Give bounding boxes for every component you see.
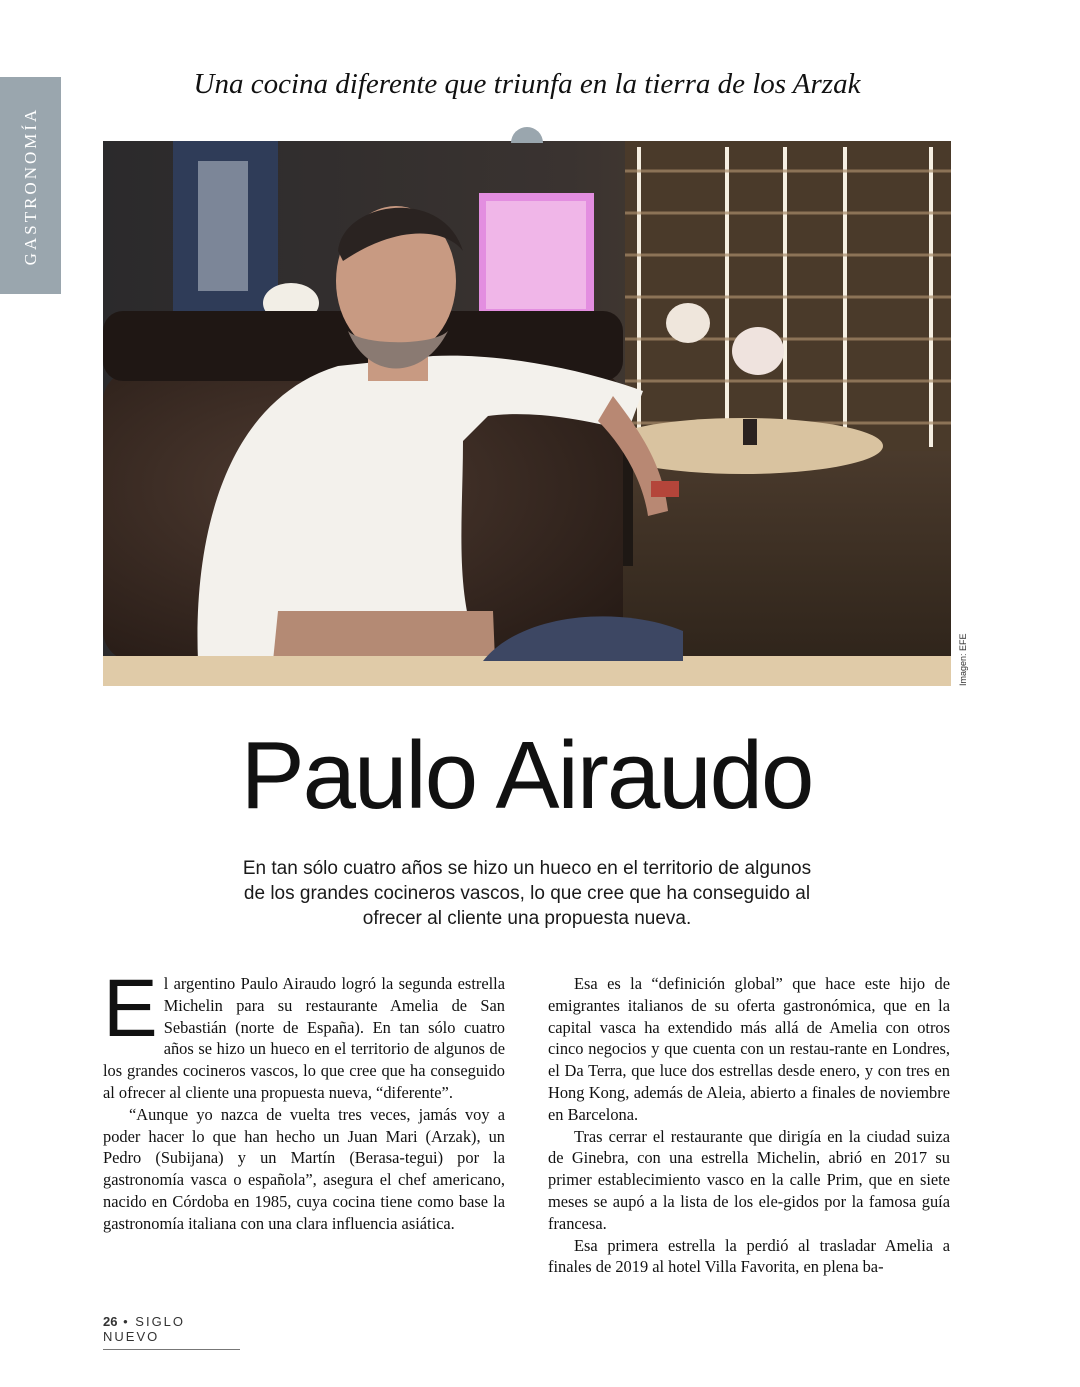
section-label: GASTRONOMÍA — [20, 106, 40, 265]
kicker: Una cocina diferente que triunfa en la tierra de los Arzak — [193, 68, 861, 100]
chef-photo — [103, 141, 951, 686]
standfirst: En tan sólo cuatro años se hizo un hueco en el territorio de algunos de los grandes cocineros vascos, lo que cree que ha conseguido al ofrecer al cliente una propuesta nueva. — [242, 858, 812, 929]
photo-credit: Imagen: EFE — [958, 633, 968, 686]
paragraph: Tras cerrar el restaurante que dirigía en la ciudad suiza de Ginebra, con una estrella Michelin, abrió en 2017 su primer establecimiento vasco en la calle Prim, que en siete meses se aupó a la lista de los ele-gidos por la famosa guía francesa. — [548, 1126, 950, 1233]
separator: • — [123, 1314, 130, 1329]
drop-cap: E — [103, 963, 158, 1054]
article-column-left — [103, 963, 505, 1235]
paragraph: Esa es la “definición global” que hace este hijo de emigrantes italianos de su oferta gastronómica, que en la capital vasca ha extendido más allá de Amelia con otros cinco negocios y que cuenta con un restau-rante en Londres, el Da Terra, que luce dos estrellas desde enero, y con tres en Hong Kong, además de Aleia, abierto a finales de noviembre en Barcelona. — [548, 974, 950, 1124]
photo-notch — [511, 127, 543, 143]
magazine-name: SIGLO NUEVO — [103, 1314, 186, 1344]
section-tab — [0, 77, 61, 294]
page-footer — [103, 1314, 240, 1350]
paragraph: “Aunque yo nazca de vuelta tres veces, jamás voy a poder hacer lo que han hecho un Juan Mari (Arzak), un Pedro (Subijana) y un Martín (Berasa-tegui) por la gastronomía vasca o española”, asegura el chef americano, nacido en Córdoba en 1985, cuya cocina tiene como base la gastronomía italiana con una clara influencia asiática. — [103, 1104, 505, 1233]
headline: Paulo Airaudo — [240, 722, 813, 829]
article-column-right — [548, 973, 950, 1278]
paragraph-text: l argentino Paulo Airaudo logró la segunda estrella Michelin para su restaurante Amelia de San Sebastián (norte de España). En tan sólo cuatro años se hizo un hueco en el territorio de algunos de los grandes cocineros vascos, lo que cree que ha conseguido al ofrecer al cliente una propuesta nueva, “diferente”. — [103, 974, 505, 1102]
paragraph — [103, 963, 505, 1104]
page-number: 26 — [103, 1314, 118, 1329]
paragraph: Esa primera estrella la perdió al trasladar Amelia a finales de 2019 al hotel Villa Favorita, en plena ba- — [548, 1235, 950, 1277]
